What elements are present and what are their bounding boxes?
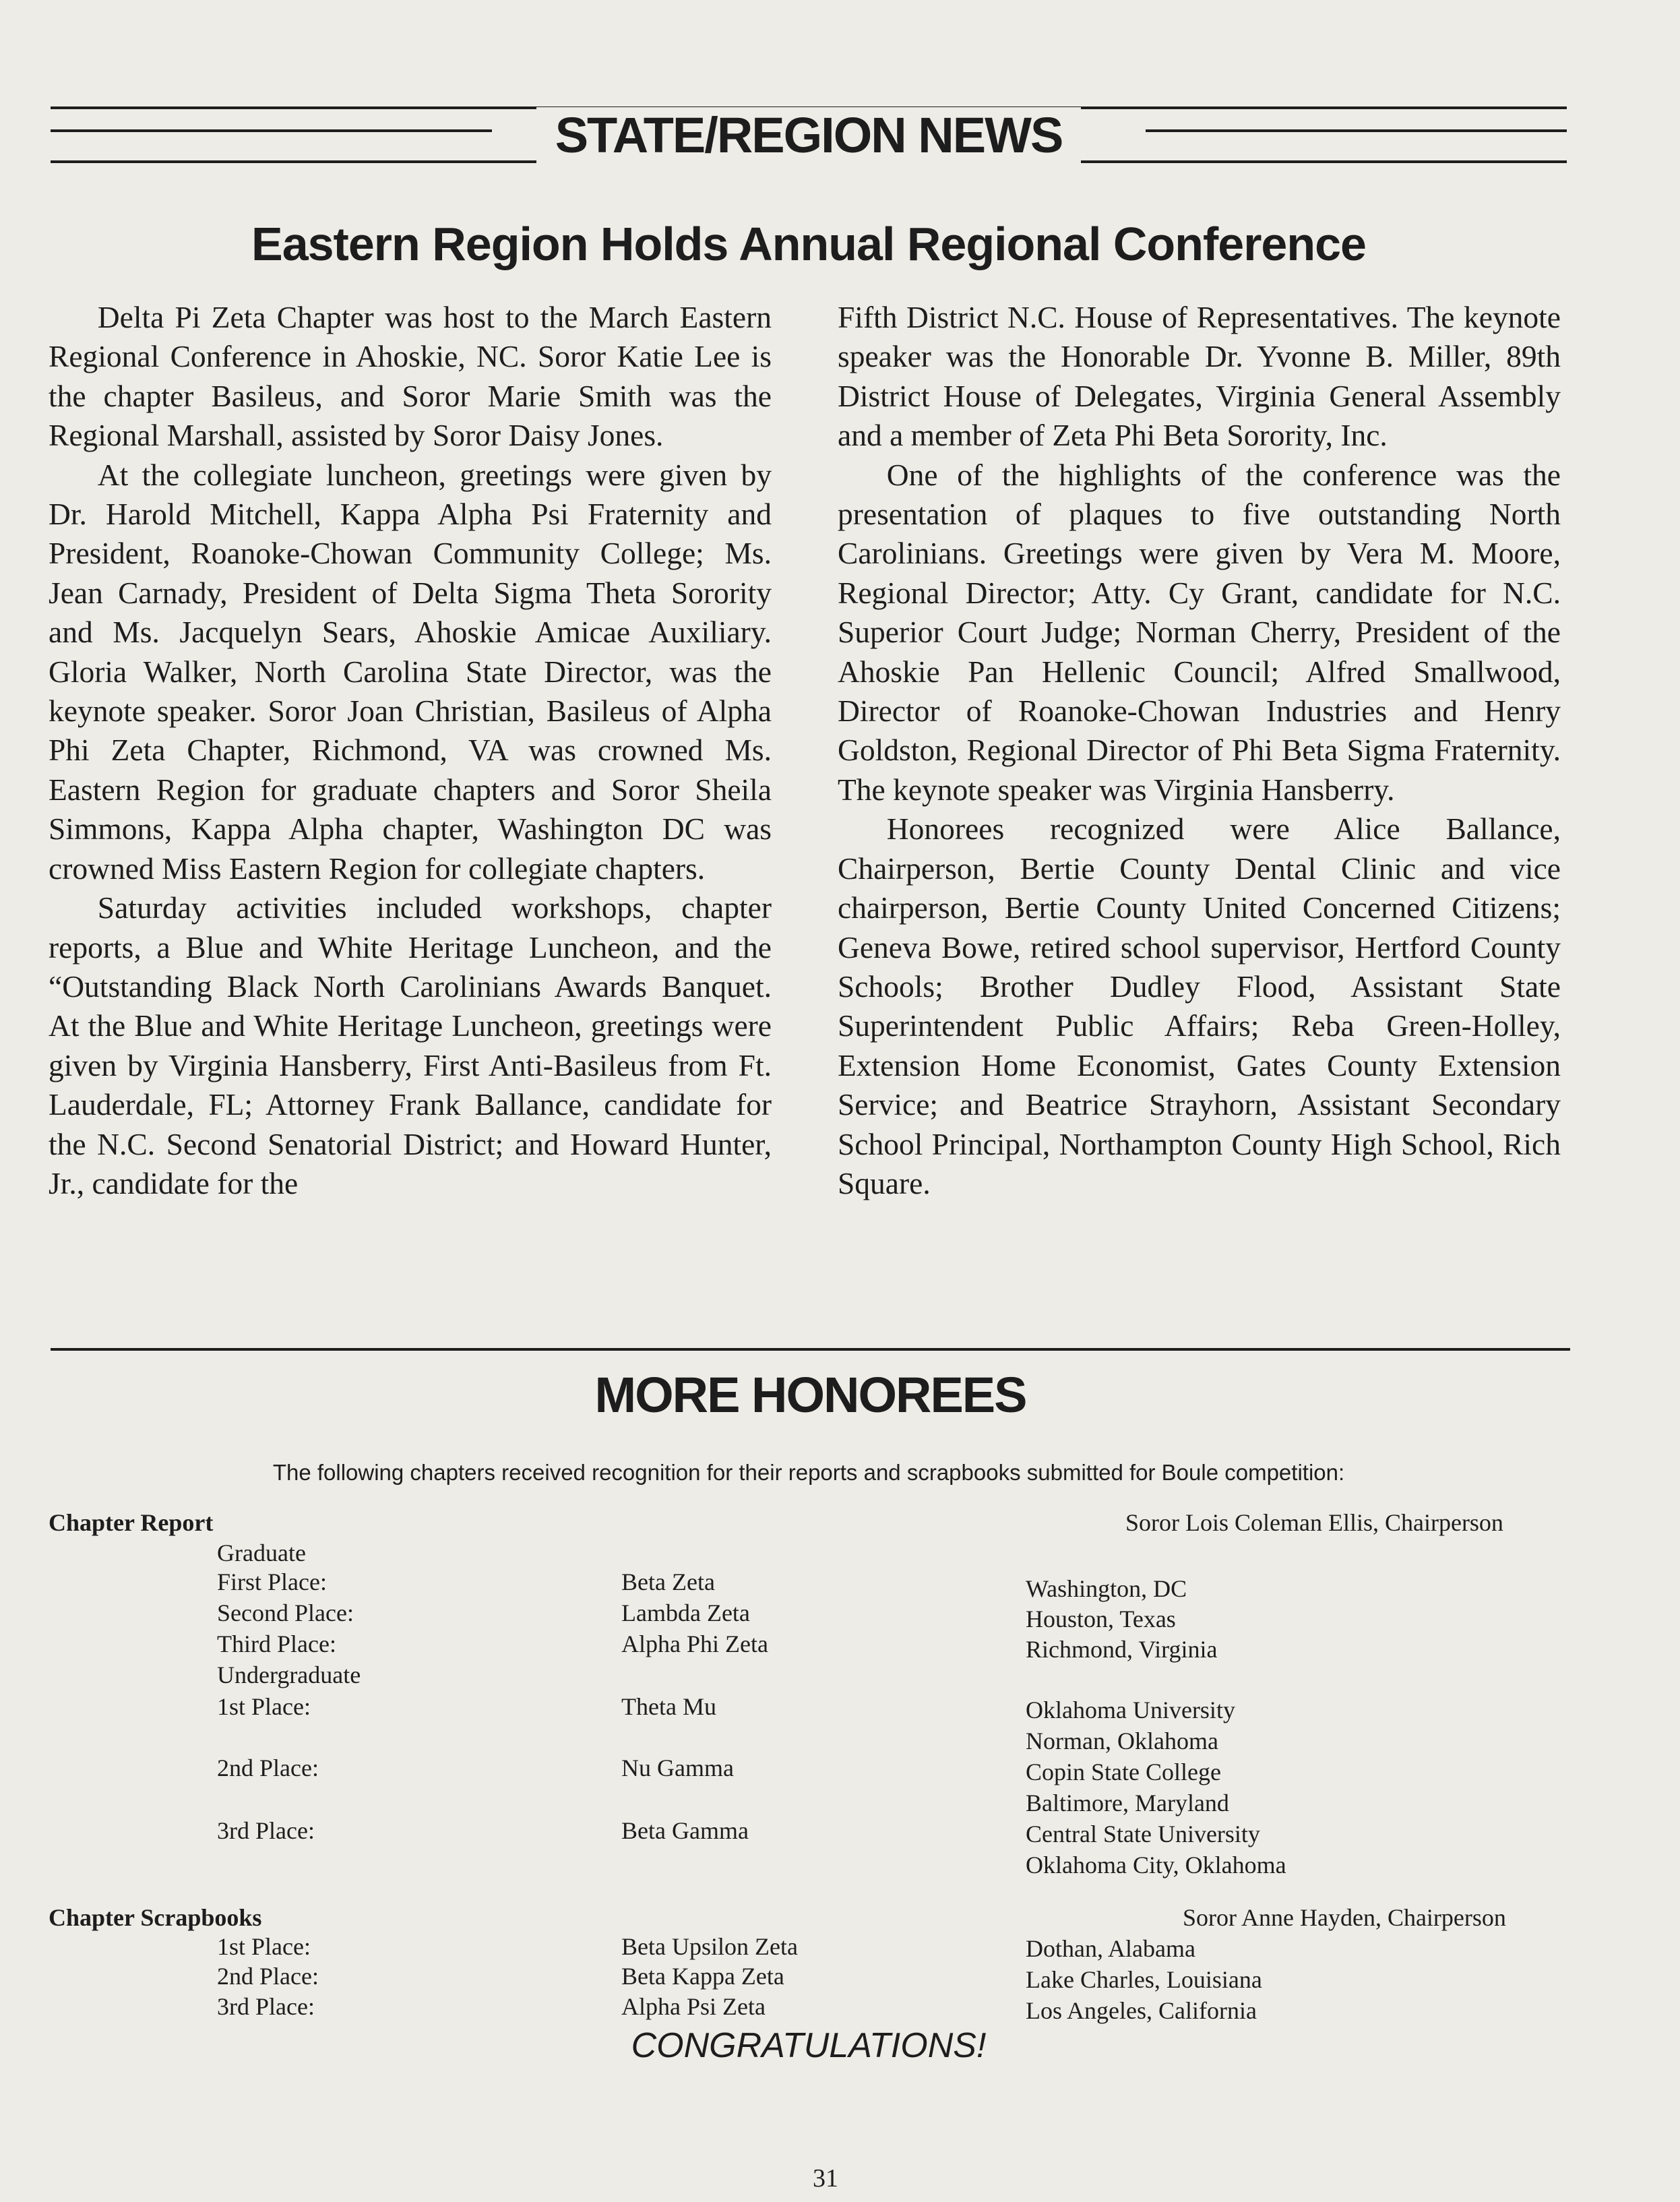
article-paragraph: At the collegiate luncheon, greetings were given by Dr. Harold Mitchell, Kappa Alpha Psi Fraternity and President, Roanoke-Chowan Community College; Ms. Jean Carnady, President of Delta Sigma Theta Sorority and Ms. Jacquelyn Sears, Ahoskie Amicae Auxiliary. Gloria Walker, North Carolina State Director, was the keynote speaker. Soror Joan Christian, Basileus of Alpha Phi Zeta Chapter, Richmond, VA was crowned Ms. Eastern Region for graduate chapters and Soror Sheila Simmons, Kappa Alpha chapter, Washington DC was crowned Miss Eastern Region for collegiate chapters. [49, 457, 772, 886]
chapter-location: Los Angeles, California [1026, 1997, 1257, 2024]
congratulations: CONGRATULATIONS! [631, 2026, 987, 2065]
chapter-name: Beta Kappa Zeta [621, 1963, 784, 1990]
place-label: Second Place: [217, 1599, 354, 1626]
chapter-location: Dothan, Alabama [1026, 1935, 1195, 1962]
place-label: 1st Place: [217, 1933, 311, 1960]
place-label: 3rd Place: [217, 1993, 315, 2020]
place-label: 2nd Place: [217, 1754, 319, 1781]
chapter-location: Washington, DC [1026, 1575, 1187, 1602]
section-title: STATE/REGION NEWS [51, 108, 1567, 163]
place-label: 2nd Place: [217, 1963, 319, 1990]
article-right-column [838, 298, 1561, 1203]
place-label: 1st Place: [217, 1693, 311, 1720]
chapter-name: Theta Mu [621, 1693, 716, 1720]
chapter-location: Richmond, Virginia [1026, 1636, 1218, 1663]
chapter-name: Beta Zeta [621, 1568, 715, 1595]
honorees-title: MORE HONOREES [594, 1367, 1026, 1423]
place-label: First Place: [217, 1568, 327, 1595]
chapter-location: Norman, Oklahoma [1026, 1727, 1218, 1754]
chapter-location: Oklahoma City, Oklahoma [1026, 1852, 1286, 1878]
chapter-location: Houston, Texas [1026, 1605, 1176, 1632]
chapter-name: Alpha Psi Zeta [621, 1993, 766, 2020]
chapter-name: Nu Gamma [621, 1754, 734, 1781]
article-paragraph: Delta Pi Zeta Chapter was host to the March Eastern Regional Conference in Ahoskie, NC. Soror Katie Lee is the chapter Basileus, and Soror Marie Smith was the Regional Marshall, assisted by Soror Daisy Jones. [49, 300, 772, 453]
honorees-header [51, 1341, 1570, 1422]
honorees-rule [51, 1348, 1570, 1351]
chapter-name: Lambda Zeta [621, 1599, 750, 1626]
article-left-column [49, 298, 772, 1203]
chapter-location: Lake Charles, Louisiana [1026, 1966, 1262, 1993]
chapter-location: Central State University [1026, 1821, 1260, 1847]
chapter-location: Copin State College [1026, 1758, 1221, 1785]
chapter-scrapbooks-heading: Chapter Scrapbooks [49, 1904, 262, 1931]
article-paragraph: Fifth District N.C. House of Representatives. The keynote speaker was the Honorable Dr. Yvonne B. Miller, 89th District House of Delegates, Virginia General Assembly and a member of Zeta Phi Beta Sorority, Inc. [838, 300, 1561, 453]
article-paragraph: Saturday activities included workshops, chapter reports, a Blue and White Heritage Luncheon, and the “Outstanding Black North Carolinians Awards Banquet. At the Blue and White Heritage Luncheon, greetings were given by Virginia Hansberry, First Anti-Basileus from Ft. Lauderdale, FL; Attorney Frank Ballance, candidate for the N.C. Second Senatorial District; and Howard Hunter, Jr., candidate for the [49, 890, 772, 1200]
chapter-report-chair: Soror Lois Coleman Ellis, Chairperson [1125, 1509, 1503, 1536]
section-header [51, 101, 1567, 169]
article-paragraph: One of the highlights of the conference was the presentation of plaques to five outstanding North Carolinians. Greetings were given by Vera M. Moore, Regional Director; Atty. Cy Grant, candidate for N.C. Superior Court Judge; Norman Cherry, President of the Ahoskie Pan Hellenic Council; Alfred Smallwood, Director of Roanoke-Chowan Industries and Henry Goldston, Regional Director of Phi Beta Sigma Fraternity. The keynote speaker was Virginia Hansberry. [838, 457, 1561, 807]
honorees-intro: The following chapters received recognition for their reports and scrapbooks submitted for Boule competition: [272, 1460, 1345, 1485]
chapter-report-heading: Chapter Report [49, 1509, 214, 1536]
page-number: 31 [813, 2164, 838, 2193]
chapter-name: Alpha Phi Zeta [621, 1630, 768, 1657]
chapter-name: Beta Upsilon Zeta [621, 1933, 798, 1960]
chapter-name: Beta Gamma [621, 1817, 749, 1844]
article-title: Eastern Region Holds Annual Regional Conference [251, 218, 1366, 270]
chapter-scrapbooks-chair: Soror Anne Hayden, Chairperson [1183, 1904, 1506, 1931]
article-paragraph: Honorees recognized were Alice Ballance, Chairperson, Bertie County Dental Clinic and vice chairperson, Bertie County United Concerned Citizens; Geneva Bowe, retired school supervisor, Hertford County Schools; Brother Dudley Flood, Assistant State Superintendent Public Affairs; Reba Green-Holley, Extension Home Economist, Gates County Extension Service; and Beatrice Strayhorn, Assistant Secondary School Principal, Northampton County High School, Rich Square. [838, 812, 1561, 1200]
chapter-location: Oklahoma University [1026, 1696, 1235, 1723]
chapter-location: Baltimore, Maryland [1026, 1790, 1229, 1816]
undergraduate-label: Undergraduate [217, 1661, 361, 1688]
place-label: 3rd Place: [217, 1817, 315, 1844]
place-label: Third Place: [217, 1630, 336, 1657]
graduate-label: Graduate [217, 1539, 306, 1566]
